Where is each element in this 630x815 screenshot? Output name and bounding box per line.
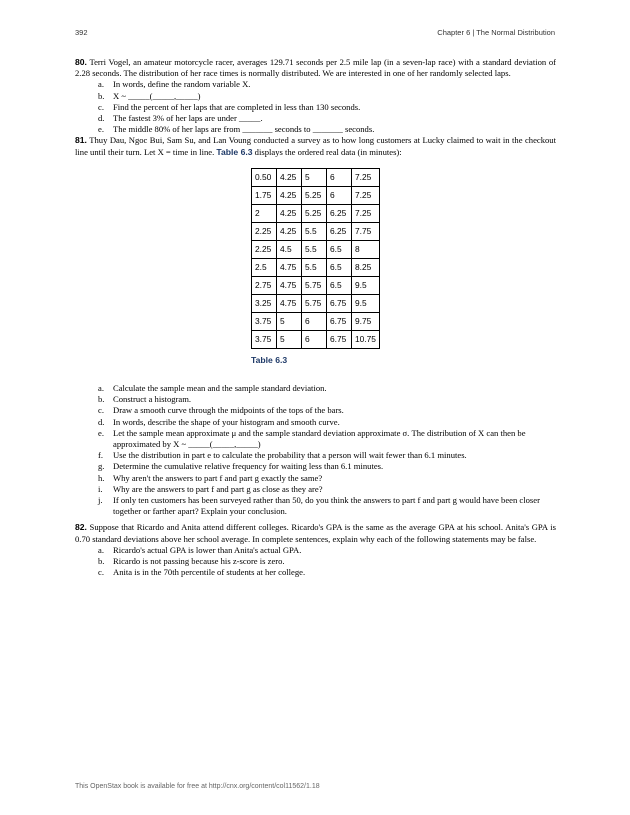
list-item: a. Ricardo's actual GPA is lower than Anita's actual GPA. xyxy=(98,544,302,555)
list-item: b. Construct a histogram. xyxy=(98,394,192,405)
list-item: j. If only ten customers has been surveyed rather than 50, do you think the answers to part f and part g would have been closer together or farther apart? Explain your conclusion. xyxy=(98,495,540,517)
chapter-title: Chapter 6 | The Normal Distribution xyxy=(437,28,555,37)
table-row xyxy=(252,330,380,348)
table-cell: 0.50 xyxy=(252,168,277,186)
exercise-prompt: Terri Vogel, an amateur motorcycle racer, averages 129.71 seconds per 2.5 mile lap (in a seven-lap race) with a standard deviation of 2.28 seconds. The distribution of her race times is normally distributed. We are interested in one of her randomly selected laps. xyxy=(75,57,556,79)
exercise-82-parts xyxy=(98,545,556,579)
list-item: e. Let the sample mean approximate μ and the sample standard deviation approximate σ. The distribution of X can then be approximated by X ~ _____(_____,_____) xyxy=(98,427,526,450)
table-row xyxy=(252,186,380,204)
table-cell: 5.25 xyxy=(302,204,327,222)
table-cell: 4.75 xyxy=(277,276,302,294)
table-cell: 6.5 xyxy=(327,276,352,294)
table-row xyxy=(252,276,380,294)
table-cell: 9.75 xyxy=(352,312,380,330)
table-cell: 6.5 xyxy=(327,240,352,258)
table-cell: 4.25 xyxy=(277,168,302,186)
table-cell: 4.25 xyxy=(277,204,302,222)
exercise-number: 81. xyxy=(75,135,87,146)
table-cell: 7.25 xyxy=(352,186,380,204)
table-cell: 6 xyxy=(302,330,327,348)
table-cell: 2 xyxy=(252,204,277,222)
list-item: c. Anita is in the 70th percentile of students at her college. xyxy=(98,567,306,578)
exercise-82 xyxy=(75,522,556,578)
wait-time-table xyxy=(251,168,380,349)
table-cell: 2.25 xyxy=(252,222,277,240)
table-cell: 6.25 xyxy=(327,204,352,222)
table-cell: 8 xyxy=(352,240,380,258)
list-item: g. Determine the cumulative relative frequency for waiting less than 6.1 minutes. xyxy=(98,461,384,472)
table-cell: 6.75 xyxy=(327,330,352,348)
exercise-81-parts xyxy=(98,383,556,517)
table-cell: 5.5 xyxy=(302,240,327,258)
table-cell: 3.75 xyxy=(252,330,277,348)
exercise-80-parts xyxy=(98,79,556,135)
table-cell: 5.5 xyxy=(302,258,327,276)
table-cell: 6.75 xyxy=(327,294,352,312)
table-cell: 2.5 xyxy=(252,258,277,276)
page-number: 392 xyxy=(75,28,88,37)
table-cell: 5 xyxy=(277,312,302,330)
table-cell: 6 xyxy=(302,312,327,330)
page-header xyxy=(75,28,555,40)
table-row xyxy=(252,204,380,222)
table-row xyxy=(252,294,380,312)
table-cell: 4.75 xyxy=(277,258,302,276)
table-cell: 6 xyxy=(327,186,352,204)
list-item: f. Use the distribution in part e to calculate the probability that a person will wait fewer than 6.1 minutes. xyxy=(98,450,467,461)
table-row xyxy=(252,312,380,330)
exercise-number: 80. xyxy=(75,57,87,67)
table-cell: 6.25 xyxy=(327,222,352,240)
table-cell: 9.5 xyxy=(352,276,380,294)
list-item: c. Find the percent of her laps that are completed in less than 130 seconds. xyxy=(98,101,361,112)
table-cell: 5 xyxy=(277,330,302,348)
data-table-wrap xyxy=(251,168,556,366)
table-cell: 10.75 xyxy=(352,330,380,348)
table-cell: 4.25 xyxy=(277,186,302,204)
table-cell: 6.5 xyxy=(327,258,352,276)
table-cell: 5 xyxy=(302,168,327,186)
list-item: a. In words, define the random variable X. xyxy=(98,79,251,90)
table-row xyxy=(252,222,380,240)
table-caption: Table 6.3 xyxy=(251,354,288,365)
list-item: e. The middle 80% of her laps are from _______ seconds to _______ seconds. xyxy=(98,124,375,135)
list-item: a. Calculate the sample mean and the sample standard deviation. xyxy=(98,383,327,394)
exercise-81 xyxy=(75,135,556,517)
list-item: h. Why aren't the answers to part f and part g exactly the same? xyxy=(98,472,323,483)
table-cell: 5.25 xyxy=(302,186,327,204)
exercise-number: 82. xyxy=(75,522,87,533)
table-cell: 4.5 xyxy=(277,240,302,258)
table-cell: 7.25 xyxy=(352,204,380,222)
exercise-80-text xyxy=(75,57,556,79)
table-cell: 7.25 xyxy=(352,168,380,186)
table-cell: 7.75 xyxy=(352,222,380,240)
list-item: i. Why are the answers to part f and part g as close as they are? xyxy=(98,483,323,494)
table-cell: 5.75 xyxy=(302,294,327,312)
table-cell: 2.75 xyxy=(252,276,277,294)
page-footer: This OpenStax book is available for free at http://cnx.org/content/col11562/1.18 xyxy=(75,783,320,790)
table-cell: 4.75 xyxy=(277,294,302,312)
table-cell: 3.75 xyxy=(252,312,277,330)
table-row xyxy=(252,240,380,258)
table-cell: 6.75 xyxy=(327,312,352,330)
exercise-80 xyxy=(75,57,556,135)
table-cell: 2.25 xyxy=(252,240,277,258)
table-cell: 8.25 xyxy=(352,258,380,276)
list-item: d. The fastest 3% of her laps are under _____. xyxy=(98,113,263,124)
table-cell: 4.25 xyxy=(277,222,302,240)
table-cell: 9.5 xyxy=(352,294,380,312)
table-row xyxy=(252,258,380,276)
page-content xyxy=(75,57,556,578)
table-cell: 5.5 xyxy=(302,222,327,240)
exercise-81-text: 81. Thuy Dau, Ngoc Bui, Sam Su, and Lan Voung conducted a survey as to how long customers at Lucky claimed to wait in the checkout line until their turn. Let X = time in line. Table 6.3 displays the ordered real data (in minutes): xyxy=(75,135,556,157)
table-cell: 5.75 xyxy=(302,276,327,294)
list-item: d. In words, describe the shape of your histogram and smooth curve. xyxy=(98,416,340,427)
table-reference-link[interactable]: Table 6.3 xyxy=(216,146,253,157)
table-cell: 1.75 xyxy=(252,186,277,204)
list-item: b. Ricardo is not passing because his z-score is zero. xyxy=(98,556,285,567)
table-row xyxy=(252,168,380,186)
table-cell: 3.25 xyxy=(252,294,277,312)
table-cell: 6 xyxy=(327,168,352,186)
list-item: b. X ~ _____(_____,_____) xyxy=(98,90,201,101)
exercise-82-text: 82. Suppose that Ricardo and Anita attend different colleges. Ricardo's GPA is the same as the average GPA at his school. Anita's GPA is 0.70 standard deviations above her school average. In complete sentences, explain why each of the following statements may be false. xyxy=(75,522,556,544)
list-item: c. Draw a smooth curve through the midpoints of the tops of the bars. xyxy=(98,405,344,416)
